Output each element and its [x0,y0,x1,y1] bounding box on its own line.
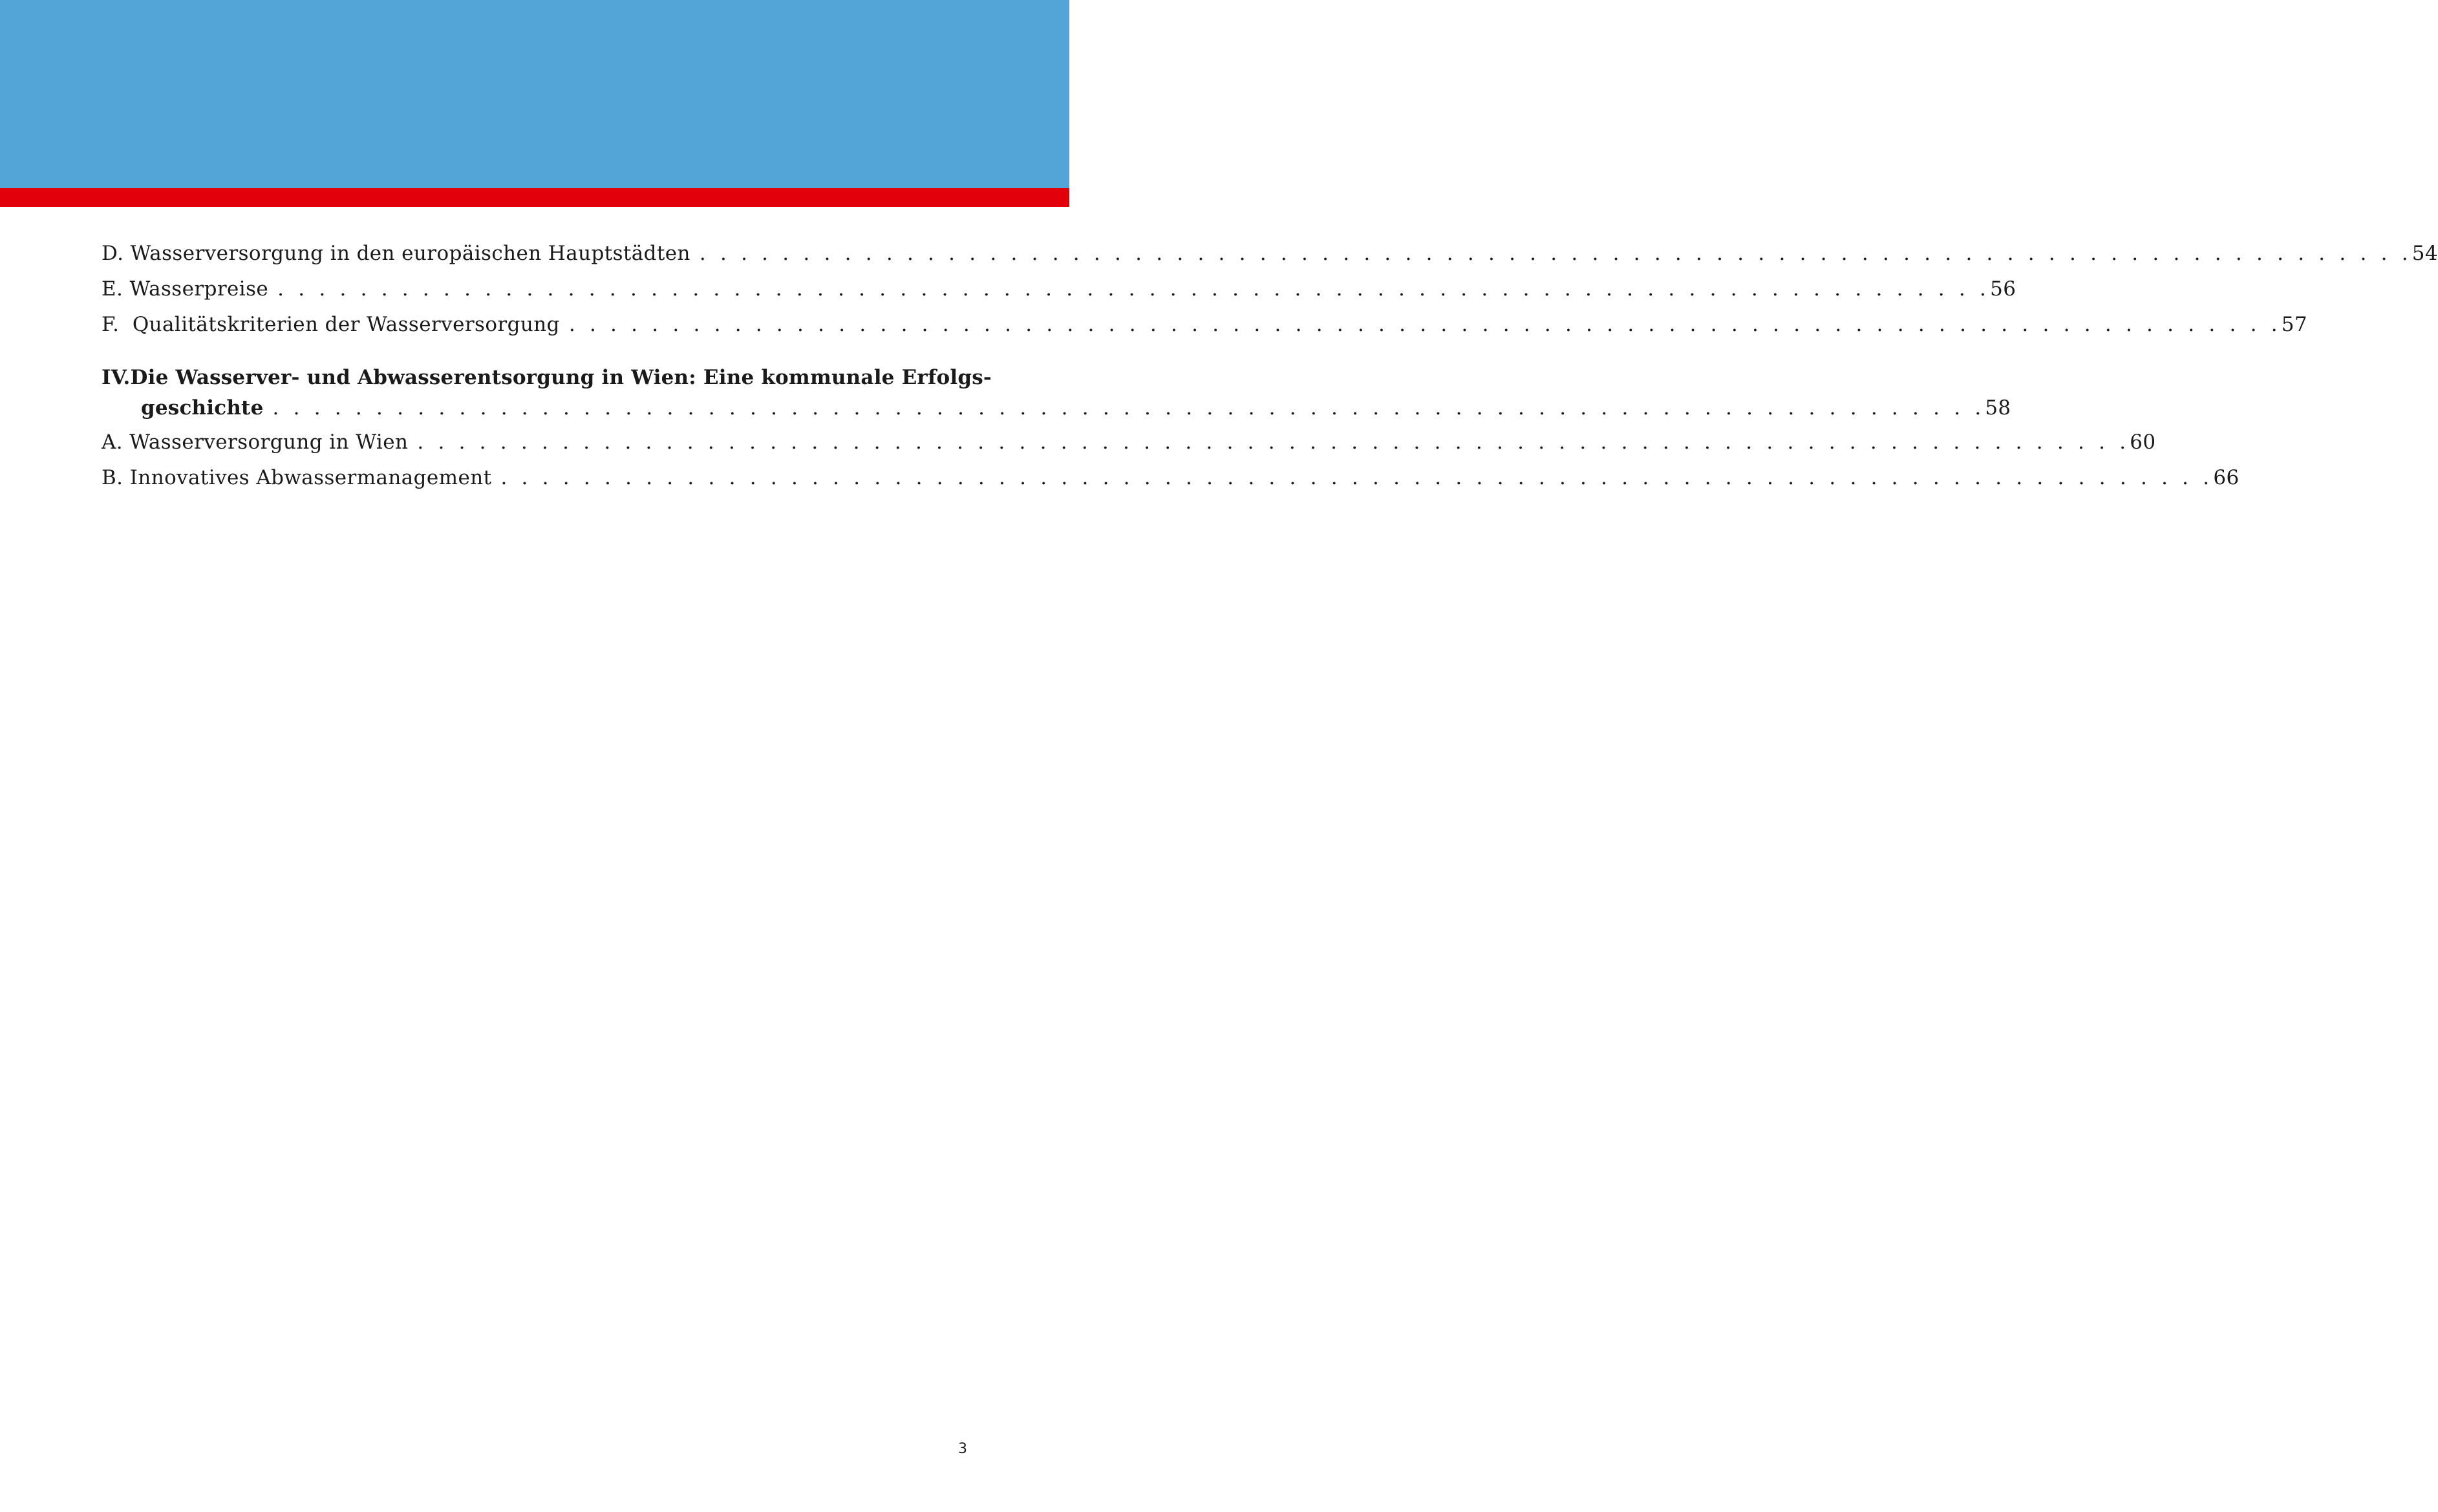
toc-chapter-iv[interactable] [102,363,2011,423]
toc-entry-f[interactable] [102,307,2308,343]
header-band [0,0,1069,188]
toc-entry-page: 66 [2213,466,2240,489]
toc-entry-page: 56 [1990,277,2016,301]
dot-leader: . . . . . . . . . . . . . . . . . . . . . . . . . . . . . . . . . . . . . . . . . . . . . . . . . . . . . . . . . . . . . . . . . . . . . . . . . . . . . . . . . . . [568,313,2282,336]
toc-entry-label: F. Qualitätskriterien der Wasserversorgung [102,313,560,336]
chapter-heading-line [102,363,992,393]
toc-entry-d[interactable] [102,236,2438,272]
page-number: 3 [958,1441,967,1457]
toc-entry-page: 57 [2281,313,2308,336]
toc-entry-page: 60 [2130,431,2156,454]
toc-entry-e[interactable] [102,272,2016,307]
chapter-heading-continuation [102,393,2011,423]
header-accent-stripe [0,188,1069,207]
section-spacer [102,343,963,363]
chapter-title-line2: geschichte [141,396,264,420]
table-of-contents [102,236,2438,496]
toc-entry-label: D. Wasserversorgung in den europäischen Hauptstädten [102,242,690,265]
toc-entry-label: E. Wasserpreise [102,277,269,301]
toc-entry-b[interactable] [102,460,2240,496]
toc-entry-page: 54 [2411,242,2438,265]
dot-leader: . . . . . . . . . . . . . . . . . . . . . . . . . . . . . . . . . . . . . . . . . . . . . . . . . . . . . . . . . . . . . . . . . . . . . . . . . . . . . . . . . . . [272,396,1985,420]
toc-entry-label: B. Innovatives Abwassermanagement [102,466,492,489]
dot-leader: . . . . . . . . . . . . . . . . . . . . . . . . . . . . . . . . . . . . . . . . . . . . . . . . . . . . . . . . . . . . . . . . . . . . . . . . . . . . . . . . . . . [500,466,2214,489]
chapter-title-line1: Die Wasserver- und Abwasserentsorgung in Wien: Eine kommunale Erfolgs- [130,366,992,389]
chapter-number: IV. [102,366,131,389]
dot-leader: . . . . . . . . . . . . . . . . . . . . . . . . . . . . . . . . . . . . . . . . . . . . . . . . . . . . . . . . . . . . . . . . . . . . . . . . . . . . . . . . . . . [417,431,2130,454]
chapter-page: 58 [1985,396,2011,420]
toc-entry-a[interactable] [102,425,2156,460]
toc-entry-label: A. Wasserversorgung in Wien [102,431,409,454]
dot-leader: . . . . . . . . . . . . . . . . . . . . . . . . . . . . . . . . . . . . . . . . . . . . . . . . . . . . . . . . . . . . . . . . . . . . . . . . . . . . . . . . . . . [277,277,1991,301]
dot-leader: . . . . . . . . . . . . . . . . . . . . . . . . . . . . . . . . . . . . . . . . . . . . . . . . . . . . . . . . . . . . . . . . . . . . . . . . . . . . . . . . . . . [699,242,2412,265]
